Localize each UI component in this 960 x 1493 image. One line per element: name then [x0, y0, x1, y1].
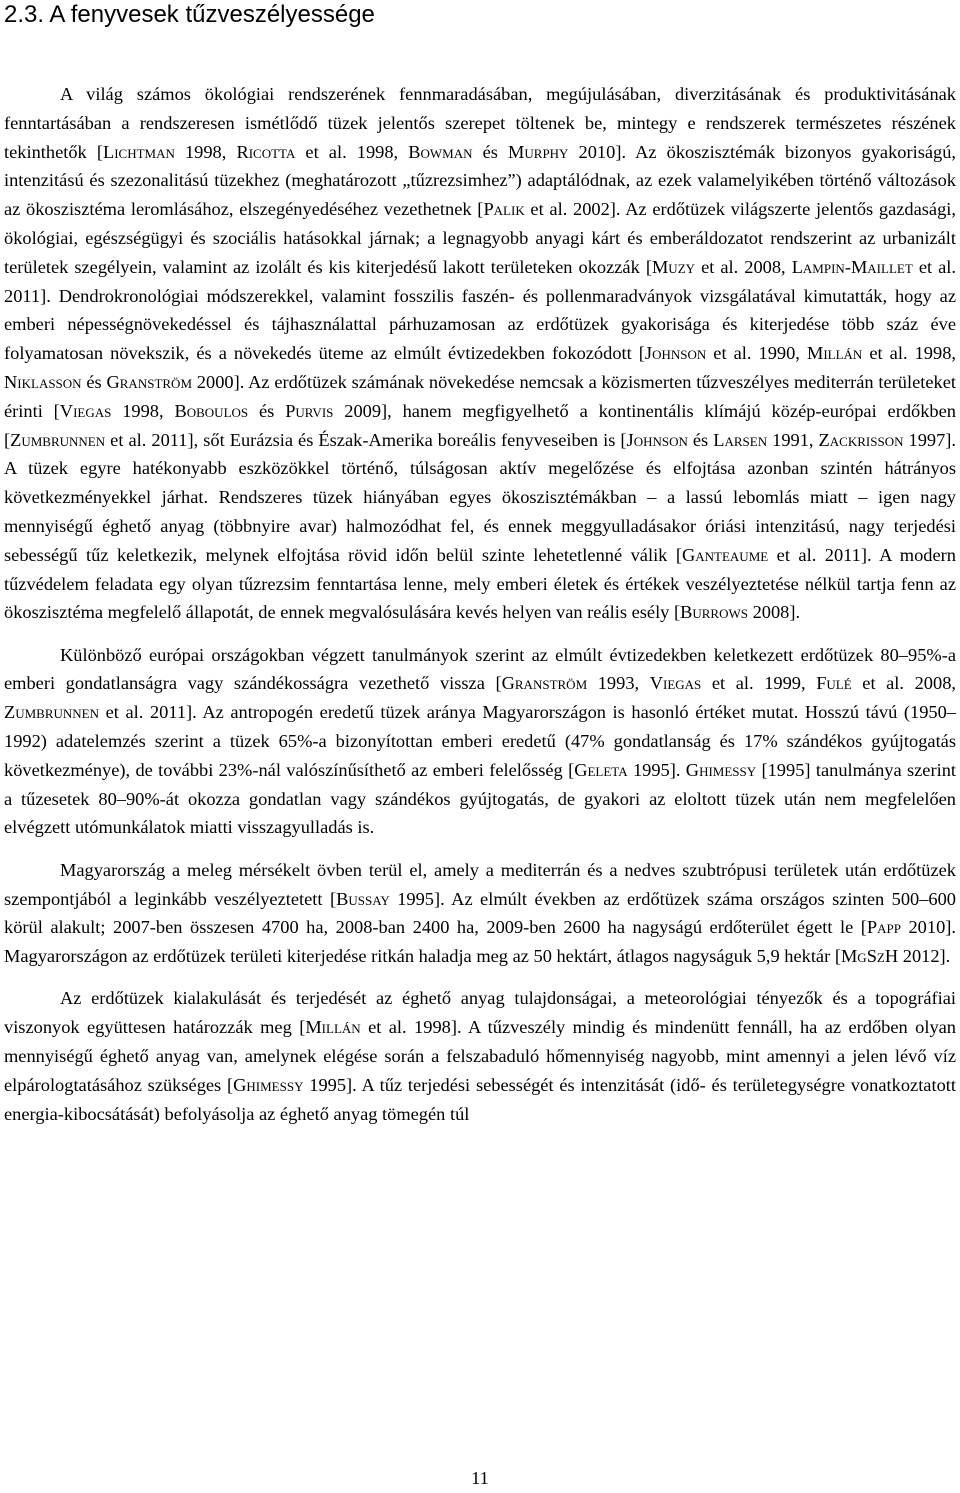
author-citation: Bowman — [408, 141, 473, 162]
text-run: Különböző európai országokban végzett tanulmányok szerint az elmúlt évtizedekben keletkezett erdőtüzek 80–95%-a emberi gondatlanságra vagy szándékosságra vezethető vissza [ — [4, 644, 956, 694]
author-citation: Burrows — [680, 602, 748, 623]
text-run: 2000]. Az erdőtüzek számának növekedése nemcsak a közismerten tűzveszélyes mediterrán területeket érinti [ — [4, 371, 956, 421]
author-citation: Johnson — [626, 429, 688, 450]
text-run: 2010]. Magyarországon az erdőtüzek területi kiterjedése ritkán haladja meg az 50 hektárt, átlagos nagyságuk 5,9 hektár [ — [4, 917, 956, 967]
text-run: et al. 2011]. A modern tűzvédelem feladata egy olyan tűzrezsim fenntartása lenne, mely emberi életek és értékek veszélyeztetése nélkül tartja fenn az ökoszisztéma megfelelő állapotát, de ennek megvalósulására kevés helyen van reális esély [ — [4, 544, 956, 623]
body-text — [4, 80, 956, 1142]
paragraph-2 — [4, 641, 956, 843]
author-citation: Lichtman — [102, 141, 175, 162]
author-citation: Niklasson — [4, 371, 82, 392]
text-run: et al. 1998, — [295, 141, 409, 162]
author-citation: Millán — [305, 1017, 361, 1038]
author-citation: Ghimessy — [233, 1074, 304, 1095]
text-run: 2009], hanem megfigyelhető a kontinentális klímájú közép-európai erdőkben [ — [4, 400, 956, 450]
author-citation: Zumbrunnen — [10, 429, 106, 450]
text-run: et al. 2011]. Az antropogén eredetű tüzek aránya Magyarországon is hasonló értéket mutat. Hosszú távú (1950–1992) adatelemzés szerint a tüzek 65%-a bizonyítottan emberi eredetű (47% gondatlanság és 17% szándékos gyújtogatás következménye), de további 23%-nál valószínűsíthető az emberi felelősség [ — [4, 702, 956, 780]
text-run: 1998, — [111, 400, 175, 421]
author-citation: Johnson — [644, 343, 707, 364]
text-run: et al. 1998, — [862, 343, 956, 364]
text-run: et al. 1998]. A tűzveszély mindig és mindenütt fennáll, ha az erdőben olyan mennyiségű éghető anyag van, amelynek elégése során a felszabaduló hőmennyiség nagyobb, mint amennyi a jelen lévő víz elpárologtatásához szükséges [ — [4, 1017, 956, 1095]
page-number: 11 — [471, 1468, 489, 1488]
author-citation: Geleta — [574, 759, 628, 780]
author-citation: Purvis — [285, 400, 334, 421]
text-run: et al. 2011]. Dendrokronológiai módszerekkel, valamint fosszilis faszén- és pollenmaradványok vizsgálatával kimutatták, hogy az emberi népességnövekedéssel és tájhasználattal párhuzamosan az erdőtüzek gyakorisága és kiterjedése több száz éve folyamatosan növekszik, és a növekedés üteme az elmúlt évtizedekben fokozódott [ — [4, 256, 956, 364]
text-run: et al. 1990, — [706, 343, 807, 364]
text-run: 2010]. Az ökoszisztémák bizonyos gyakoriságú, intenzitású és szezonalitású tüzekhez (meghatározott „tűzrezsimhez”) adaptálódnak, az ezek valamelyikében történő változások az ökoszisztéma leromlásához, elszegényedéséhez vezethetnek [ — [4, 141, 957, 220]
section-heading: 2.3. A fenyvesek tűzveszélyessége — [4, 1, 375, 28]
author-citation: Ganteaume — [681, 544, 769, 565]
author-citation: Millán — [806, 343, 863, 364]
author-citation: Murphy — [508, 141, 569, 162]
author-citation: MgSzH — [840, 946, 899, 967]
author-citation: Viegas — [649, 673, 702, 694]
author-citation: Viegas — [59, 400, 112, 421]
author-citation: Boboulos — [174, 400, 249, 421]
text-run: 1995]. A tűz terjedési sebességét és intenzitását (idő- és területegységre vonatkoztatott energia-kibocsátását) befolyásolja az éghető anyag tömegén túl — [4, 1074, 956, 1124]
text-run: et al. 1999, — [701, 673, 817, 694]
text-run: és — [687, 429, 714, 450]
author-citation: Muzy — [651, 256, 696, 277]
text-run: és — [81, 371, 107, 392]
text-run: [1995] tanulmánya szerint a tűzesetek 80–90%-át okozza gondatlan vagy szándékos gyújtogatás, de gyakori az eloltott tüzek után nem megfelelően elvégzett utómunkálatok miatti visszagyulladás is. — [4, 759, 957, 838]
text-run: 1995]. — [627, 759, 686, 780]
author-citation: Zackrisson — [818, 429, 904, 450]
author-citation: Lampin-Maillet — [791, 256, 913, 277]
author-citation: Palik — [483, 199, 525, 220]
text-run: et al. 2002]. Az erdőtüzek világszerte jelentős gazdasági, ökológiai, egészségügyi és szociális hatásokkal járnak; a legnagyobb anyagi kárt és emberáldozatot rendszerint az urbanizált területek szegélyein, valamint az izolált és kis kiterjedésű lakott területeken okozzák [ — [4, 199, 956, 277]
author-citation: Fulé — [816, 673, 852, 694]
text-run: Magyarország a meleg mérsékelt övben terül el, amely a mediterrán és a nedves szubtrópusi területek után erdőtüzek szempontjából a leginkább veszélyeztetett [ — [4, 859, 956, 909]
text-run: 1997]. A tüzek egyre hatékonyabb eszközökkel történő, túlságosan aktív megelőzése és elfojtása azonban szintén hátrányos következményekkel járhat. Rendszeres tüzek hiányában egyes ökoszisztémákban – a lassú lebomlás miatt – igen nagy mennyiségű éghető anyag (többnyire avar) halmozódhat fel, és ennek meggyulladásakor óriási intenzitású, nagy terjedési sebességű tűz keletkezik, melynek elfojtása rövid időn belül szinte lehetetlenné válik [ — [4, 429, 957, 565]
text-run: et al. 2008, — [851, 673, 956, 694]
text-run: és — [248, 400, 286, 421]
author-citation: Ghimessy — [685, 759, 757, 780]
paragraph-4 — [4, 984, 956, 1128]
text-run: 1998, — [174, 141, 237, 162]
author-citation: Bussay — [336, 888, 390, 909]
text-run: 1993, — [587, 673, 650, 694]
author-citation: Papp — [866, 917, 901, 938]
author-citation: Granström — [106, 371, 193, 392]
text-run: A világ számos ökológiai rendszerének fennmaradásában, megújulásában, diverzitásának és produktivitásának fenntartásában a rendszeresen ismétlődő tüzek jelentős szerepet töltenek be, mintegy e rendszerek természetes részének tekinthetők [ — [4, 84, 956, 162]
paragraph-1 — [4, 80, 956, 627]
author-citation: Ricotta — [236, 141, 296, 162]
author-citation: Larsen — [713, 429, 768, 450]
paragraph-3 — [4, 856, 956, 971]
text-run: 1991, — [767, 429, 819, 450]
text-run: és — [472, 141, 509, 162]
text-run: 2008]. — [748, 602, 801, 623]
author-citation: Zumbrunnen — [4, 702, 100, 723]
text-run: et al. 2011], sőt Eurázsia és Észak-Amerika boreális fenyveseiben is [ — [105, 429, 627, 450]
text-run: 2012]. — [898, 946, 951, 967]
text-run: 1995]. Az elmúlt években az erdőtüzek száma országos szinten 500–600 körül alakult; 2007-ben összesen 4700 ha, 2008-ban 2400 ha, 2009-ben 2600 ha nagyságú erdőterület égett le [ — [4, 888, 956, 938]
author-citation: Granström — [501, 673, 588, 694]
text-run: et al. 2008, — [695, 256, 792, 277]
text-run: Az erdőtüzek kialakulását és terjedését az éghető anyag tulajdonságai, a meteorológiai tényezők és a topográfiai viszonyok együttesen határozzák meg [ — [4, 988, 956, 1038]
